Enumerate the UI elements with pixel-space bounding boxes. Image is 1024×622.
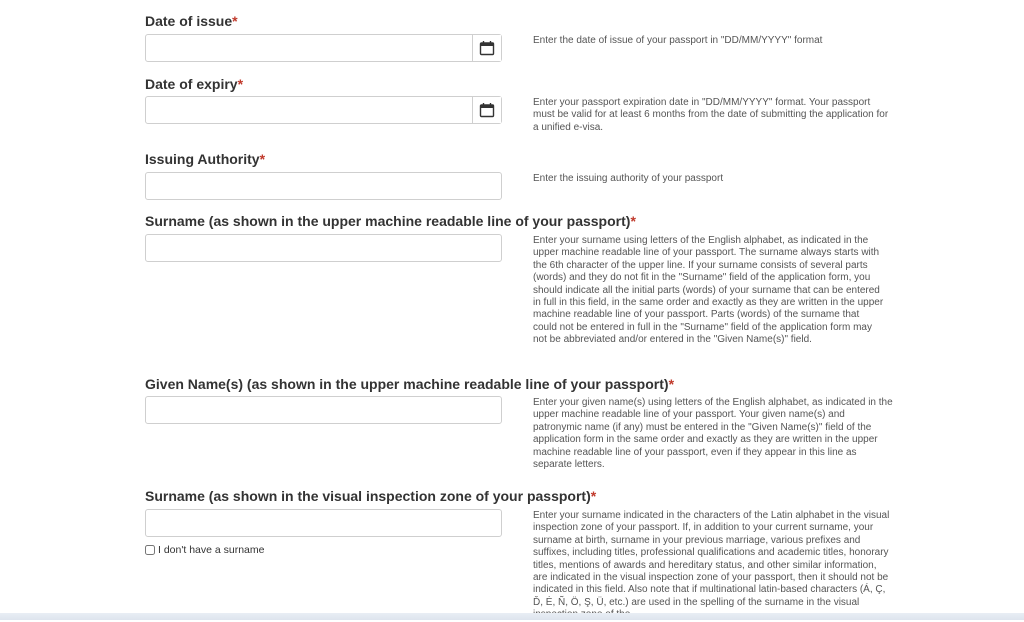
required-mark: * — [232, 13, 238, 29]
date-of-issue-label: Date of issue* — [145, 13, 238, 29]
surname-mrz-label: Surname (as shown in the upper machine readable line of your passport)* — [145, 213, 636, 229]
date-of-issue-calendar-button[interactable] — [472, 35, 501, 61]
required-mark: * — [259, 151, 266, 167]
date-of-expiry-label: Date of expiry* — [145, 76, 244, 92]
surname-mrz-input[interactable] — [145, 234, 502, 262]
issuing-authority-input[interactable] — [145, 172, 502, 200]
date-of-expiry-hint: Enter your passport expiration date in "DD/MM/YYYY" format. Your passport must be valid for at least 6 months from the date of submitting the application for a unified e-visa. — [533, 97, 889, 133]
surname-viz-input[interactable] — [145, 509, 502, 537]
date-of-issue-input[interactable] — [145, 34, 502, 62]
surname-viz-label: Surname (as shown in the visual inspection zone of your passport)* — [145, 488, 597, 504]
required-mark: * — [237, 76, 244, 92]
no-surname-checkbox-row[interactable] — [145, 544, 265, 556]
required-mark: * — [668, 376, 675, 392]
given-names-mrz-label: Given Name(s) (as shown in the upper machine readable line of your passport)* — [145, 376, 675, 392]
no-surname-checkbox-label: I don't have a surname — [158, 544, 265, 556]
date-of-expiry-calendar-button[interactable] — [472, 97, 501, 123]
required-mark: * — [630, 213, 636, 229]
calendar-icon — [479, 102, 495, 118]
date-of-issue-hint: Enter the date of issue of your passport in "DD/MM/YYYY" format — [533, 35, 823, 46]
calendar-icon — [479, 40, 495, 56]
surname-mrz-hint: Enter your surname using letters of the English alphabet, as indicated in the upper machine readable line of your passport. The surname always starts with the 6th character of the upper line. If your surname consists of several parts (words) and they do not fit in the "Surname" field of the application form, you should indicate all the initial parts (words) of your surname that can be entered in full in this field, in the same order and exactly as they are written in the upper machine readable line of your passport. Parts (words) of the surname that could not be entered in full in the "Surname" field of the application form may not be abbreviated and/or entered in the "Given Name(s)" field. — [533, 235, 884, 346]
issuing-authority-hint: Enter the issuing authority of your passport — [533, 173, 724, 184]
required-mark: * — [590, 488, 597, 504]
given-names-mrz-hint: Enter your given name(s) using letters of the English alphabet, as indicated in the upper machine readable line of your passport. Your given name(s) and patronymic name (if any) must be entered in the "Given Name(s)" field of the application form in the same order and exactly as they are written in the upper machine readable line of your passport, even if they appear in this line as separate letters. — [533, 397, 893, 471]
no-surname-checkbox[interactable] — [145, 545, 155, 555]
given-names-mrz-input[interactable] — [145, 396, 502, 424]
surname-viz-hint: Enter your surname indicated in the characters of the Latin alphabet in the visual inspection zone of your passport. If, in addition to your current surname, your surname at birth, surname in your previous marriage, various prefixes and suffixes, including titles, professional qualifications and academic titles, honorary titles, mentions of awards and hereditary status, and other similar information, are indicated in the visual inspection zone of your passport, then it should not be indicated in this field. Also note that if multinational latin-based characters (Á, Ç, Ď, Ė, Ñ, Ö, Ş, Ü, etc.) are used in the spelling of the surname in the visual — [533, 510, 890, 608]
bottom-fade-divider — [0, 613, 1024, 620]
issuing-authority-label: Issuing Authority* — [145, 151, 266, 167]
date-of-expiry-input[interactable] — [145, 96, 502, 124]
